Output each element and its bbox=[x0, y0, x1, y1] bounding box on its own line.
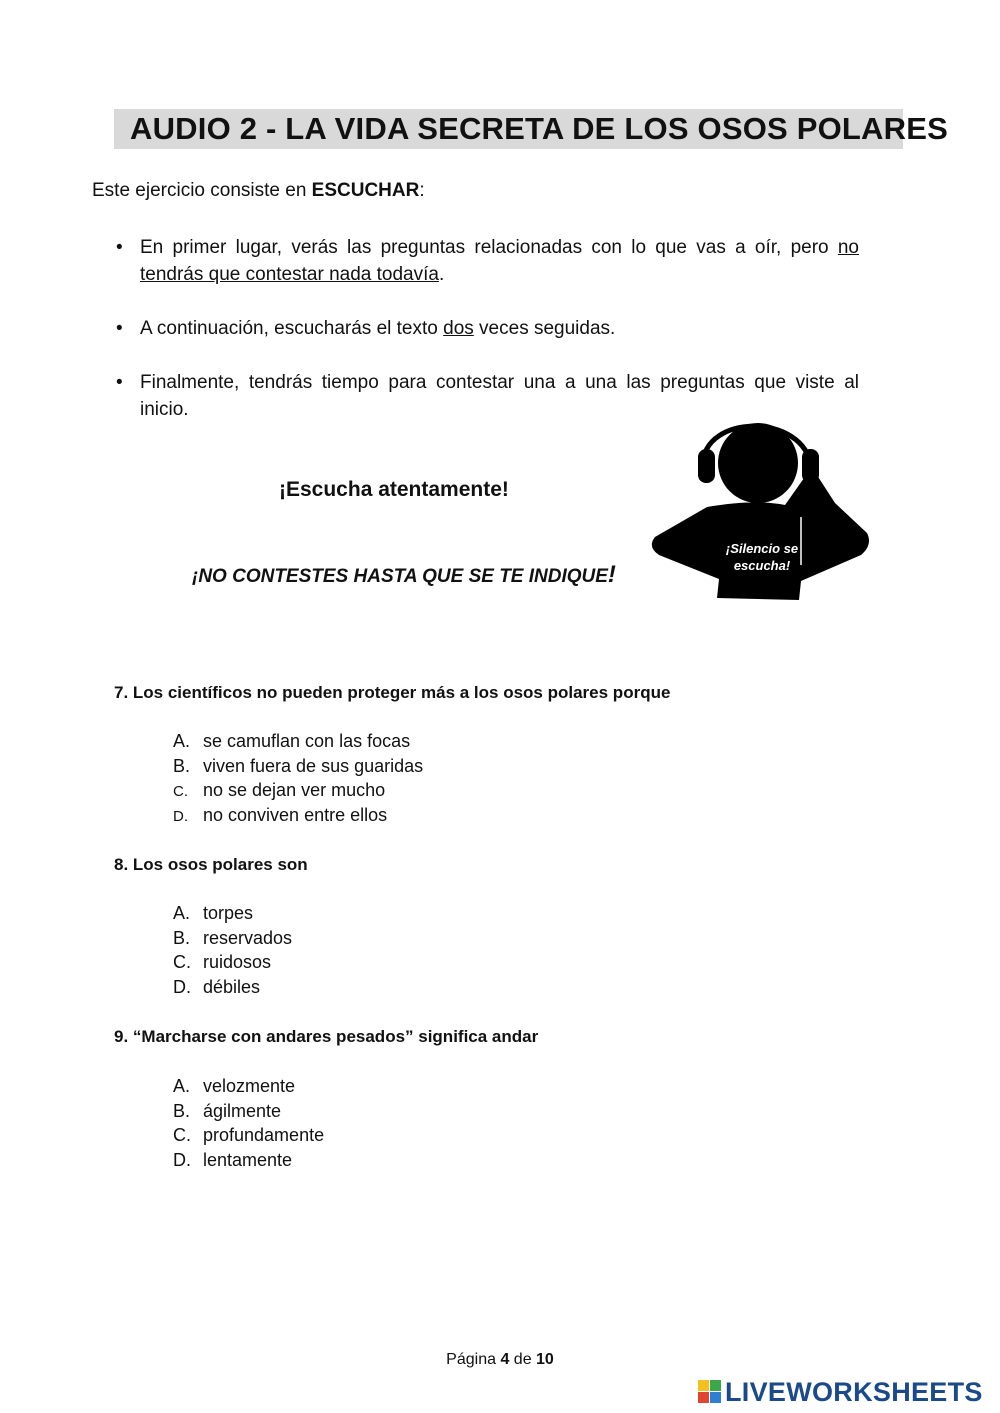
option-item[interactable]: C. no se dejan ver mucho bbox=[173, 780, 386, 801]
intro-emphasis: ESCUCHAR bbox=[311, 180, 420, 201]
no-answer-warning: ¡NO CONTESTES HASTA QUE SE TE INDIQUE! bbox=[192, 561, 616, 588]
logo-squares-icon bbox=[698, 1380, 722, 1404]
liveworksheets-logo[interactable] bbox=[698, 1376, 983, 1408]
option-item[interactable]: A. se camuflan con las focas bbox=[173, 731, 411, 751]
instruction-item: • En primer lugar, verás las preguntas relacionadas con lo que vas a oír, pero no tendrás que contestar nada todavía. bbox=[114, 234, 859, 288]
bullet-icon: • bbox=[116, 237, 123, 258]
option-item[interactable]: D. débiles bbox=[173, 977, 261, 998]
brand-name: LIVEWORKSHEETS bbox=[725, 1376, 983, 1407]
option-item[interactable]: A. velozmente bbox=[173, 1076, 296, 1096]
question-8: 8. Los osos polares son bbox=[114, 855, 308, 874]
option-item[interactable]: C. ruidosos bbox=[173, 952, 272, 973]
option-item[interactable]: B. reservados bbox=[173, 927, 293, 948]
option-item[interactable]: A. torpes bbox=[173, 903, 254, 923]
intro-text: Este ejercicio consiste en ESCUCHAR: bbox=[92, 180, 425, 201]
options-q7 bbox=[173, 729, 423, 828]
headphones-silence-icon bbox=[645, 415, 875, 605]
listen-heading: ¡Escucha atentamente! bbox=[279, 478, 509, 501]
page-title: AUDIO 2 - LA VIDA SECRETA DE LOS OSOS POLARES bbox=[130, 111, 948, 146]
option-item[interactable]: C. profundamente bbox=[173, 1125, 325, 1146]
bullet-icon: • bbox=[116, 318, 123, 339]
option-item[interactable]: B. ágilmente bbox=[173, 1100, 282, 1121]
page-number: Página 4 de 10 bbox=[446, 1351, 554, 1368]
figure-caption-line1: ¡Silencio se bbox=[725, 541, 799, 556]
question-9: 9. “Marcharse con andares pesados” significa andar bbox=[114, 1027, 539, 1046]
options-q8 bbox=[173, 901, 292, 1000]
options-q9 bbox=[173, 1074, 324, 1173]
option-item[interactable]: B. viven fuera de sus guaridas bbox=[173, 755, 424, 776]
bullet-icon: • bbox=[116, 372, 123, 393]
question-7: 7. Los científicos no pueden proteger más a los osos polares porque bbox=[114, 683, 671, 702]
figure-caption-line2: escucha! bbox=[733, 558, 791, 573]
instruction-item: • Finalmente, tendrás tiempo para contestar una a una las preguntas que viste al inicio. bbox=[114, 369, 859, 423]
instruction-item: • A continuación, escucharás el texto dos veces seguidas. bbox=[114, 315, 859, 342]
option-item[interactable]: D. lentamente bbox=[173, 1150, 293, 1171]
option-item[interactable]: D. no conviven entre ellos bbox=[173, 805, 388, 826]
